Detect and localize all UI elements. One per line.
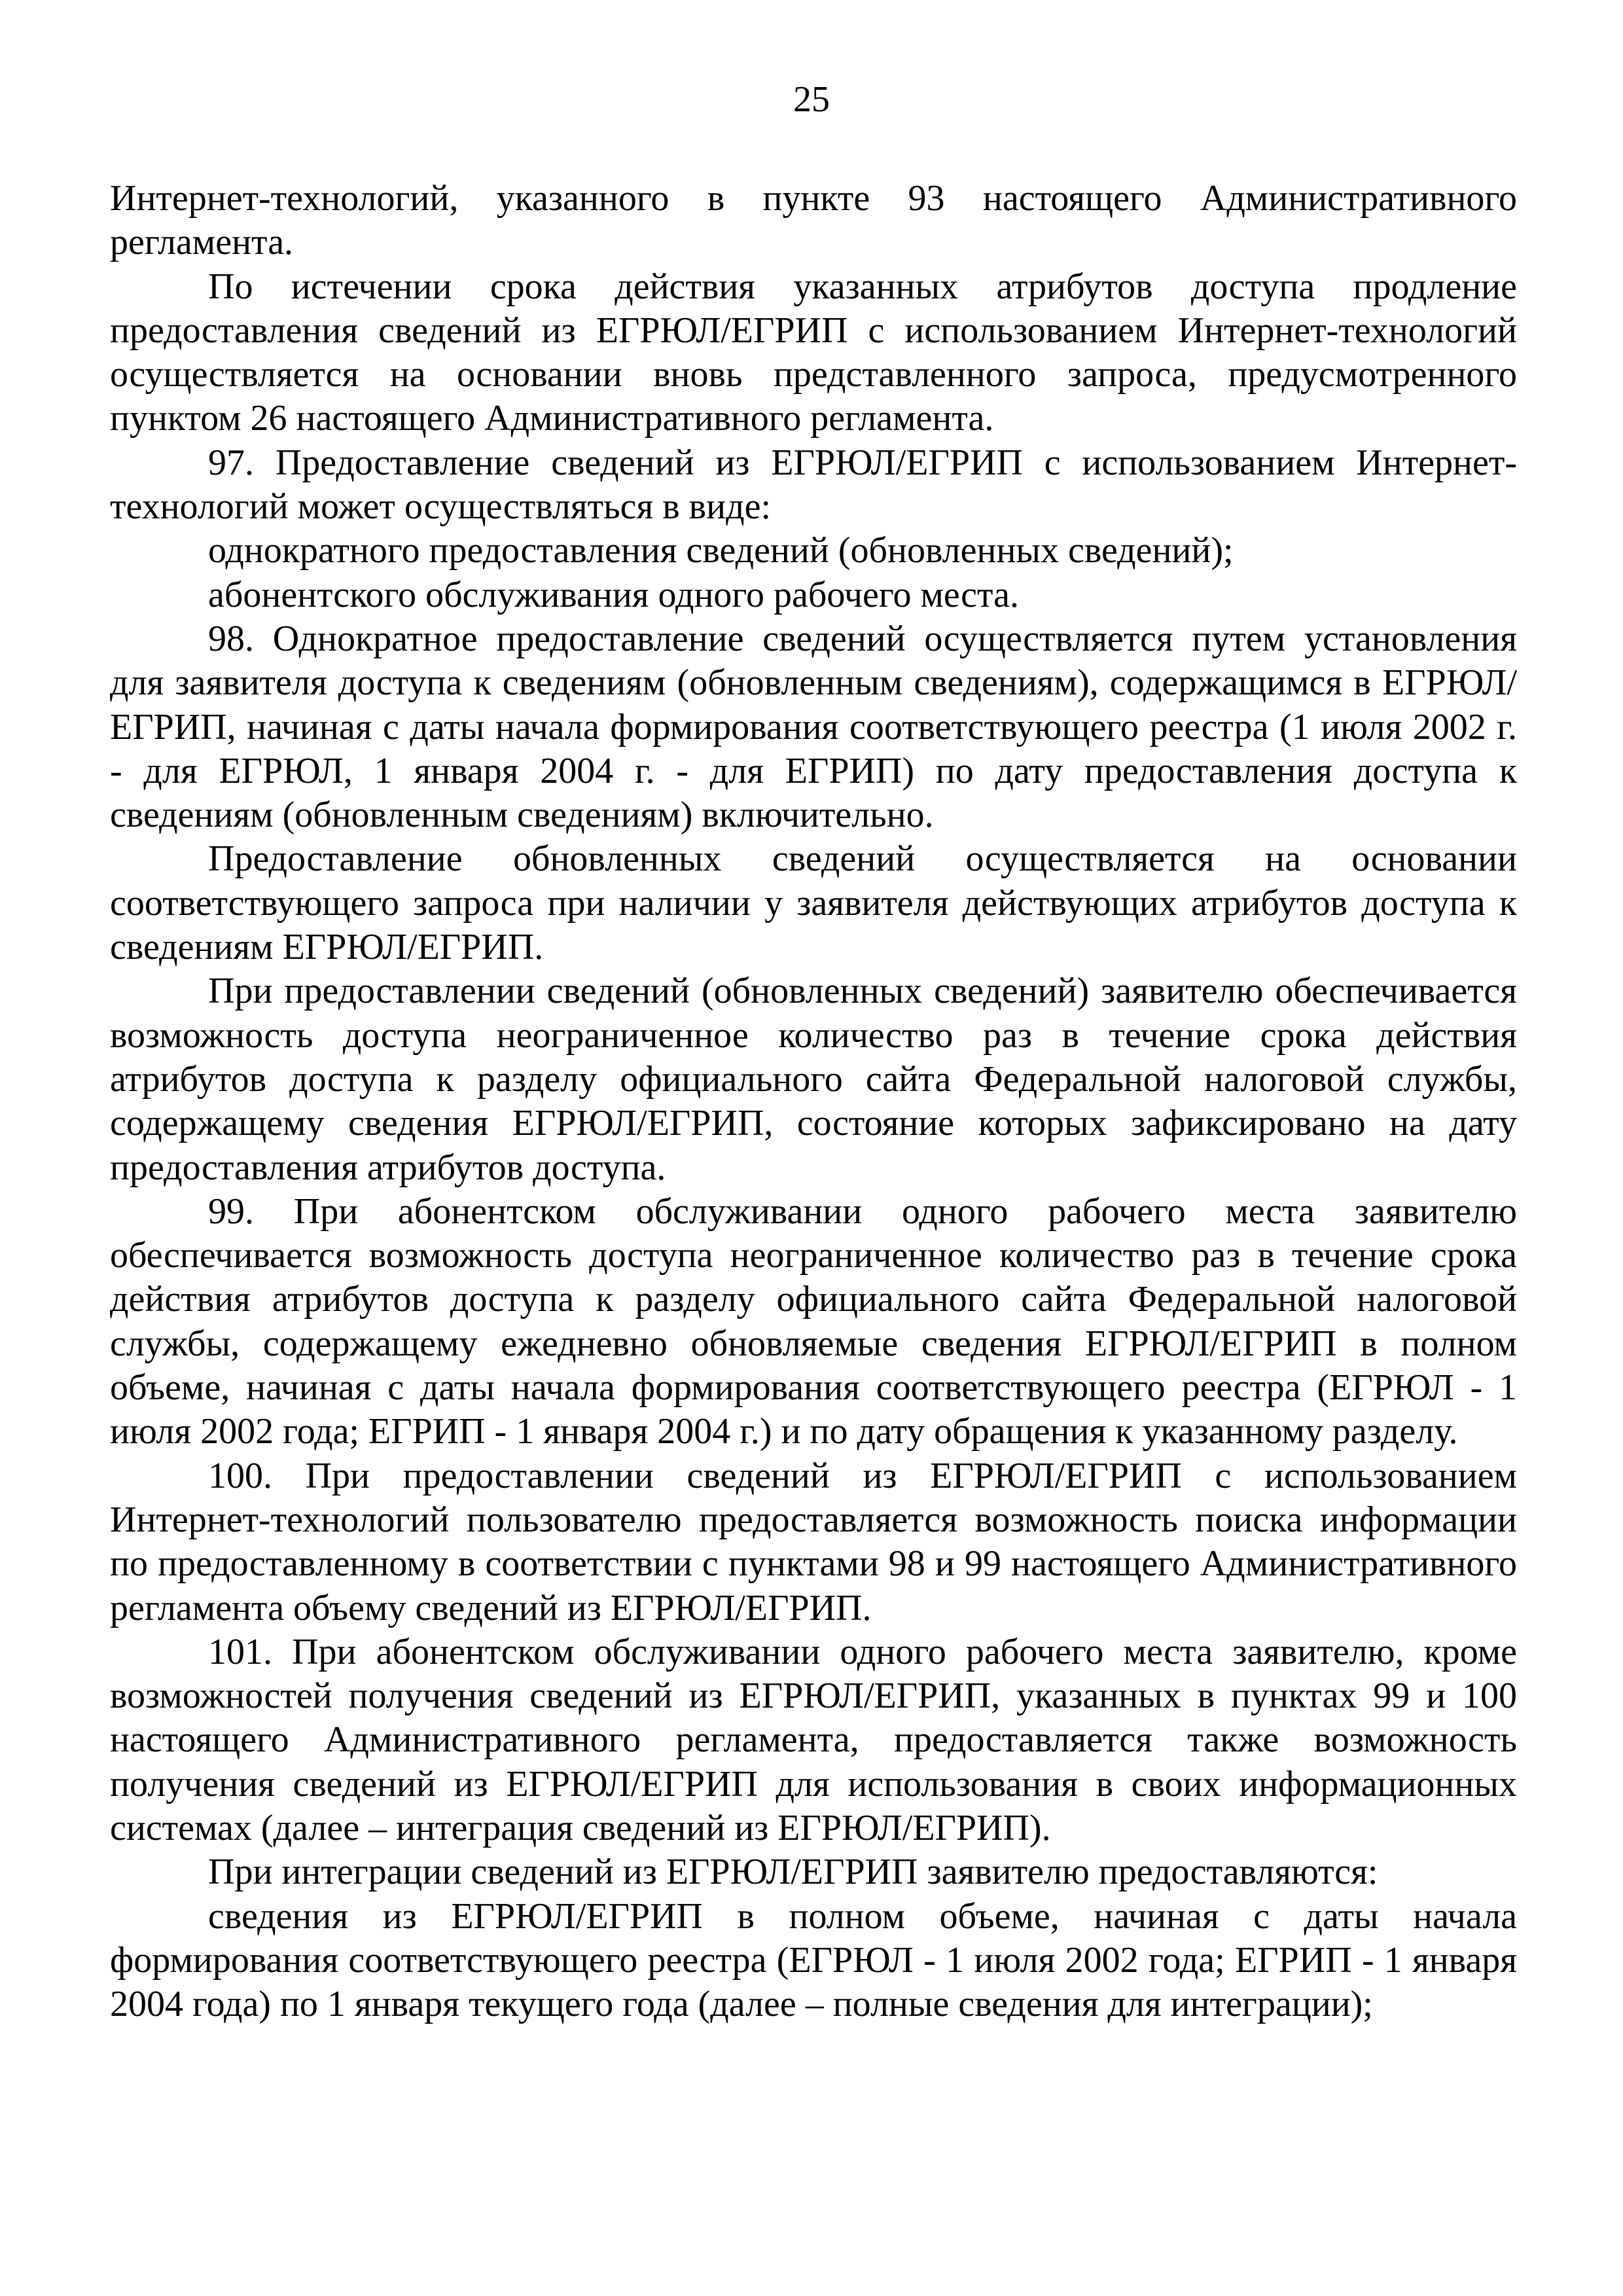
paragraph-item-97: 97. Предоставление сведений из ЕГРЮЛ/ЕГРИП с использованием Интернет-технологий может осуществляться в виде: (110, 442, 1517, 528)
paragraph: При интеграции сведений из ЕГРЮЛ/ЕГРИП заявителю предоставляются: (208, 1852, 1378, 1893)
list-item: абонентского обслуживания одного рабочего места. (208, 574, 1020, 615)
paragraph-item-99: 99. При абонентском обслуживании одного рабочего места заявителю обеспечивается возможность доступа неограниченное количество раз в течение срока действия атрибутов доступа к разделу официального сайта Федеральной налоговой службы, содержащему ежедневно обновляемые сведения ЕГРЮЛ/ЕГРИП в полном объеме, начиная с даты начала формирования соответствующего реестра (ЕГРЮЛ - 1 июля 2002 года; ЕГРИП - 1 января 2004 г.) и по дату обращения к указанному разделу. (110, 1191, 1517, 1452)
paragraph-item-101: 101. При абонентском обслуживании одного рабочего места заявителю, кроме возможностей получения сведений из ЕГРЮЛ/ЕГРИП, указанных в пунктах 99 и 100 настоящего Административного регламента, предоставляется также возможность получения сведений из ЕГРЮЛ/ЕГРИП для использования в своих информационных системах (далее – интеграция сведений из ЕГРЮЛ/ЕГРИП). (110, 1631, 1517, 1848)
paragraph: Предоставление обновленных сведений осуществляется на основании соответствующего запроса при наличии у заявителя действующих атрибутов доступа к сведениям ЕГРЮЛ/ЕГРИП. (110, 838, 1517, 968)
page-number: 25 (793, 79, 830, 120)
paragraph-item-100: 100. При предоставлении сведений из ЕГРЮЛ/ЕГРИП с использованием Интернет-технологий пользователю предоставляется возможность поиска информации по предоставленному в соответствии с пунктами 98 и 99 настоящего Административного регламента объему сведений из ЕГРЮЛ/ЕГРИП. (110, 1455, 1517, 1628)
list-item: сведения из ЕГРЮЛ/ЕГРИП в полном объеме, начиная с даты начала формирования соответствующего реестра (ЕГРЮЛ - 1 июля 2002 года; ЕГРИП - 1 января 2004 года) по 1 января текущего года (далее – полные сведения для интеграции); (110, 1895, 1517, 2025)
paragraph-continuation: Интернет-технологий, указанного в пункте 93 настоящего Административного регламента. (110, 178, 1517, 263)
paragraph: По истечении срока действия указанных атрибутов доступа продление предоставления сведений из ЕГРЮЛ/ЕГРИП с использованием Интернет-технологий осуществляется на основании вновь представленного запроса, предусмотренного пунктом 26 настоящего Административного регламента. (110, 266, 1517, 439)
paragraph-item-98: 98. Однократное предоставление сведений осуществляется путем установления для заявителя доступа к сведениям (обновленным сведениям), содержащимся в ЕГРЮЛ/ЕГРИП, начиная с даты начала формирования соответствующего реестра (1 июля 2002 г. - для ЕГРЮЛ, 1 января 2004 г. - для ЕГРИП) по дату предоставления доступа к сведениям (обновленным сведениям) включительно. (110, 618, 1517, 836)
paragraph: При предоставлении сведений (обновленных сведений) заявителю обеспечивается возможность доступа неограниченное количество раз в течение срока действия атрибутов доступа к разделу официального сайта Федеральной налоговой службы, содержащему сведения ЕГРЮЛ/ЕГРИП, состояние которых зафиксировано на дату предоставления атрибутов доступа. (110, 971, 1517, 1188)
list-item: однократного предоставления сведений (обновленных сведений); (208, 530, 1234, 571)
document-body (110, 177, 1517, 2026)
